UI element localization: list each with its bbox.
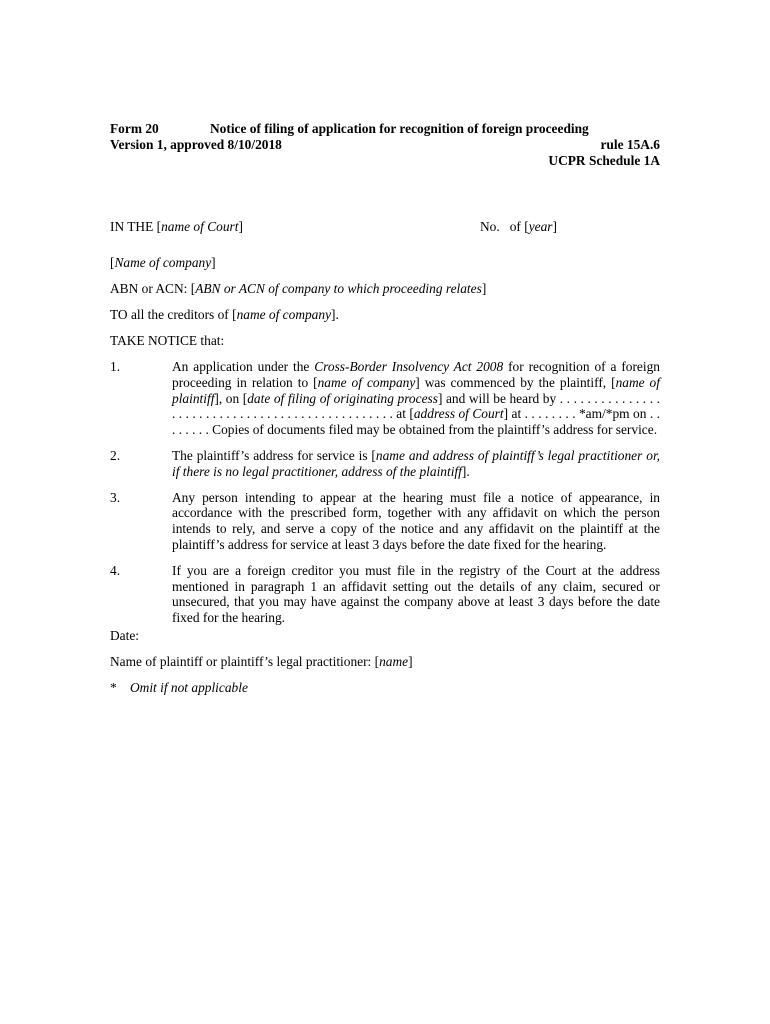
form-version: Version 1, approved 8/10/2018	[110, 137, 282, 152]
year-placeholder: year	[528, 219, 553, 234]
form-rule: rule 15A.6	[600, 137, 660, 152]
court-name: IN THE [name of Court]	[110, 219, 243, 234]
abn-line: ABN or ACN: [ABN or ACN of company to which proceeding relates]	[110, 281, 487, 296]
item-text: If you are a foreign creditor you must file in the registry of the Court at the address mentioned in paragraph 1 an affidavit setting out the details of any claim, secured or unsecured, that you may have against the company above at least 3 days before the date fixed for the hearing.	[172, 562, 660, 626]
plaintiff-name-line: Name of plaintiff or plaintiff’s legal practitioner: [name]	[110, 653, 413, 669]
company-name-line: [Name of company]	[110, 255, 216, 270]
footnote-text: Omit if not applicable	[130, 679, 248, 695]
list-item	[110, 448, 660, 480]
form-header	[110, 121, 660, 169]
item-number: 2.	[110, 447, 121, 463]
take-notice-heading: TAKE NOTICE that:	[110, 333, 225, 348]
form-schedule: UCPR Schedule 1A	[548, 153, 660, 168]
court-placeholder: name of Court	[161, 219, 239, 234]
date-label: Date:	[110, 627, 139, 643]
form-number: Form 20	[110, 121, 159, 136]
item-number: 1.	[110, 359, 121, 374]
list-item	[110, 490, 660, 553]
item-text: The plaintiff’s address for service is [name and address of plaintiff’s legal practitioner or, if there is no legal practitioner, address of the plaintiff].	[172, 447, 661, 479]
footnote	[110, 680, 660, 696]
list-item	[110, 359, 660, 438]
form-title: Notice of filing of application for recognition of foreign proceeding	[210, 121, 589, 136]
case-number: No. of [year]	[480, 219, 557, 234]
document-page	[110, 121, 660, 696]
to-creditors-line: TO all the creditors of [name of company].	[110, 307, 339, 322]
item-text: An application under the Cross-Border Insolvency Act 2008 for recognition of a foreign proceeding in relation to [name of company] was commenced by the plaintiff, [name of plaintiff], on [date of filing of originating process] and will be heard by . . . . . . . . . . . . . . . . . . . . . . . . . . . . . . . . . . . . . . . . . . . . . . . . at [address of Court] at . . . . . . . . *am/*pm on . . . . . . . . Copies of documents filed may be obtained from the plaintiff’s address for service.	[172, 359, 660, 438]
list-item	[110, 563, 660, 626]
footnote-marker: *	[110, 679, 117, 695]
header-row-version	[110, 137, 660, 153]
header-row-title	[110, 121, 660, 137]
item-number: 4.	[110, 562, 121, 578]
court-line	[110, 219, 660, 235]
item-text: Any person intending to appear at the hearing must file a notice of appearance, in accordance with the prescribed form, together with any affidavit on which the person intends to rely, and serve a copy of the notice and any affidavit on the plaintiff at the plaintiff’s address for service at least 3 days before the date fixed for the hearing.	[172, 489, 660, 552]
item-number: 3.	[110, 489, 121, 505]
